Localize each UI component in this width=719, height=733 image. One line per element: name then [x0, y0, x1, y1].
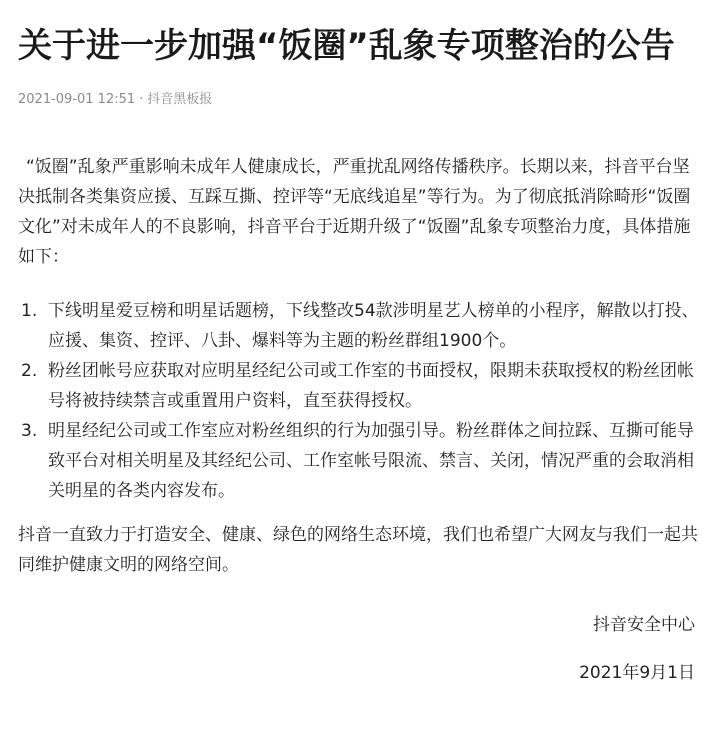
article-title: 关于进一步加强“饭圈”乱象专项整治的公告 [18, 26, 675, 66]
list-item-text: 下线明星爱豆榜和明星话题榜，下线整改54款涉明星艺人榜单的小程序，解散以打投、应援、集资、控评、八卦、爆料等为主题的粉丝群组1900个。 [48, 301, 699, 351]
measures-list [18, 296, 699, 506]
source-name: 抖音黑板报 [147, 92, 213, 107]
intro-paragraph: “饭圈”乱象严重影响未成年人健康成长，严重扰乱网络传播秩序。长期以来，抖音平台坚决抵制各类集资应援、互踩互撕、控评等“无底线追星”等行为。为了彻底抵消除畸形“饭圈文化”对未成年人的不良影响，抖音平台于近期升级了“饭圈”乱象专项整治力度，具体措施如下： [18, 157, 691, 267]
list-item [18, 356, 699, 416]
list-item-number: 2. [21, 361, 38, 381]
list-item [18, 296, 699, 356]
signature-date: 2021年9月1日 [579, 663, 695, 683]
publish-datetime: 2021-09-01 12:51 [18, 92, 136, 107]
list-item-number: 3. [21, 421, 38, 441]
signature-org: 抖音安全中心 [593, 615, 695, 635]
list-item-text: 粉丝团帐号应获取对应明星经纪公司或工作室的书面授权，限期未获取授权的粉丝团帐号将被持续禁言或重置用户资料，直至获得授权。 [48, 361, 694, 411]
closing-paragraph: 抖音一直致力于打造安全、健康、绿色的网络生态环境，我们也希望广大网友与我们一起共同维护健康文明的网络空间。 [18, 525, 698, 575]
list-item [18, 416, 699, 506]
meta-separator: · [139, 92, 144, 107]
article-meta [18, 90, 699, 110]
list-item-text: 明星经纪公司或工作室应对粉丝组织的行为加强引导。粉丝群体之间拉踩、互撕可能导致平台对相关明星及其经纪公司、工作室帐号限流、禁言、关闭，情况严重的会取消相关明星的各类内容发布。 [48, 421, 694, 501]
list-item-number: 1. [21, 301, 38, 321]
